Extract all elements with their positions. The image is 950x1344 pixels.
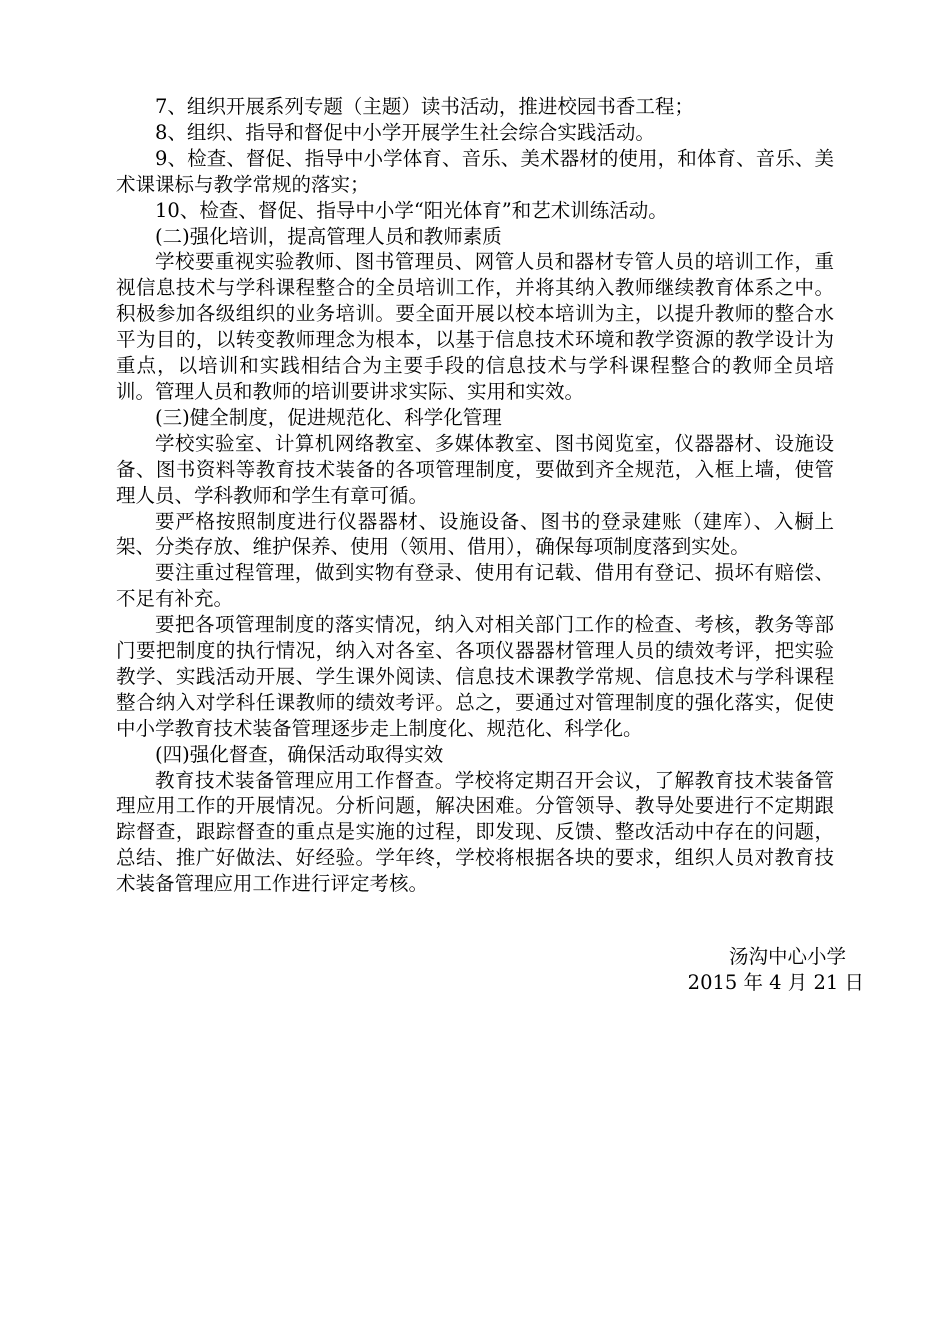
signature-organization: 汤沟中心小学: [728, 945, 846, 968]
document-body: [116, 94, 834, 897]
signature-block: [564, 944, 864, 996]
list-item-9: 9、检查、督促、指导中小学体育、音乐、美术器材的使用，和体育、音乐、美术课课标与教学常规的落实；: [116, 146, 834, 196]
paragraph-training: 学校要重视实验教师、图书管理员、网管人员和器材专管人员的培训工作，重视信息技术与学科课程整合的全员培训工作，并将其纳入教师继续教育体系之中。积极参加各级组织的业务培训。要全面开展以校本培训为主，以提升教师的整合水平为目的，以转变教师理念为根本，以基于信息技术环境和教学资源的教学设计为重点，以培训和实践相结合为主要手段的信息技术与学科课程整合的教师全员培训。管理人员和教师的培训要讲求实际、实用和实效。: [116, 250, 834, 403]
paragraph-process: 要注重过程管理，做到实物有登录、使用有记载、借用有登记、损坏有赔偿、不足有补充。: [116, 561, 834, 611]
section-heading-3: (三)健全制度，促进规范化、科学化管理: [155, 405, 502, 429]
list-item-10: 10、检查、督促、指导中小学“阳光体育”和艺术训练活动。: [155, 198, 668, 222]
paragraph-evaluation: 要把各项管理制度的落实情况，纳入对相关部门工作的检查、考核，教务等部门要把制度的执行情况，纳入对各室、各项仪器器材管理人员的绩效考评，把实验教学、实践活动开展、学生课外阅读、信息技术课教学常规、信息技术与学科课程整合纳入对学科任课教师的绩效考评。总之，要通过对管理制度的强化落实，促使中小学教育技术装备管理逐步走上制度化、规范化、科学化。: [116, 613, 834, 740]
list-item-8: 8、组织、指导和督促中小学开展学生社会综合实践活动。: [155, 120, 655, 144]
paragraph-supervision: 教育技术装备管理应用工作督查。学校将定期召开会议，了解教育技术装备管理应用工作的开展情况。分析问题，解决困难。分管领导、教导处要进行不定期跟踪督查，跟踪督查的重点是实施的过程，即发现、反馈、整改活动中存在的问题，总结、推广好做法、好经验。学年终，学校将根据各块的要求，组织人员对教育技术装备管理应用工作进行评定考核。: [116, 768, 834, 896]
paragraph-rules: 学校实验室、计算机网络教室、多媒体教室、图书阅览室，仪器器材、设施设备、图书资料等教育技术装备的各项管理制度，要做到齐全规范，入框上墙，使管理人员、学科教师和学生有章可循。: [116, 431, 834, 507]
signature-date: 2015 年 4 月 21 日: [687, 970, 864, 994]
paragraph-registration: 要严格按照制度进行仪器器材、设施设备、图书的登录建账（建库）、入橱上架、分类存放、维护保养、使用（领用、借用），确保每项制度落到实处。: [116, 509, 834, 559]
section-heading-4: (四)强化督查，确保活动取得实效: [155, 742, 444, 766]
list-item-7: 7、组织开展系列专题（主题）读书活动，推进校园书香工程；: [155, 95, 694, 118]
section-heading-2: (二)强化培训，提高管理人员和教师素质: [155, 224, 502, 248]
